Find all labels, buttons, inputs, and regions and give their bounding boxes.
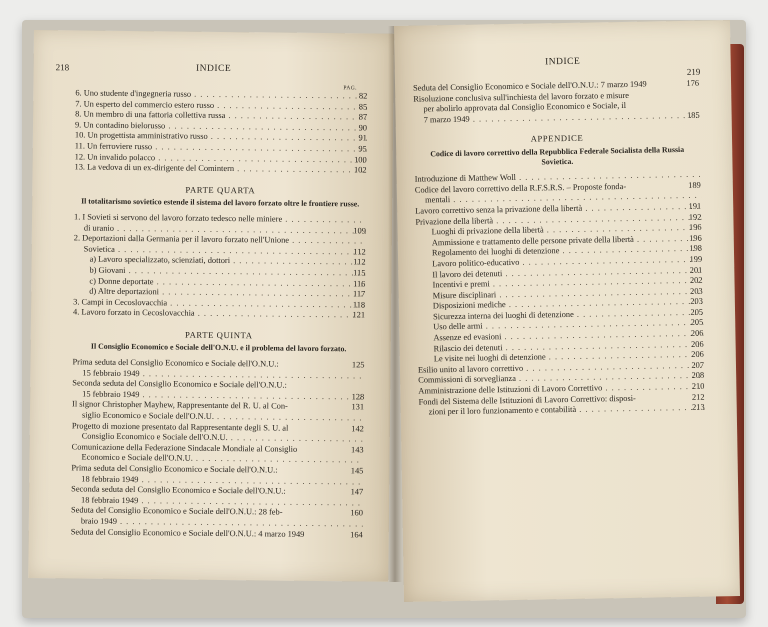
toc-entry-text-wrap (75, 163, 367, 177)
toc-entry-title: Luoghi di privazione della libertà . . . (432, 223, 702, 237)
toc-entry-title: 10. Un progettista amministrativo russo . . . (75, 131, 367, 144)
toc-entry-title: Fondi del Sistema delle Istituzioni di Lavoro Correttivo: disposi- (418, 393, 636, 407)
toc-entry-title: 18 febbraio 1949 . . . (81, 495, 363, 507)
toc-entry-title: Le visite nei luoghi di detenzione . . . (434, 350, 704, 364)
toc-entry (71, 527, 363, 541)
toc-entry-title: a) Lavoro specializzato, scienziati, dottori . . . (90, 255, 366, 268)
toc-entry-title: Il lavoro dei detenuti . . . (432, 265, 702, 279)
toc-entry-title: Seconda seduta del Consiglio Economico e Sociale dell'O.N.U.: (72, 378, 287, 390)
toc-entry-page: 213 (692, 402, 705, 413)
toc-entry-page: 196 (689, 233, 702, 243)
toc-entry-title: mentali . . . (425, 191, 701, 205)
toc-entry-page: 145 (350, 466, 364, 476)
toc-entry-page: 102 (353, 165, 367, 175)
toc-entry-title: 15 febbraio 1949 . . . (82, 368, 364, 380)
toc-entry-title: 7 marzo 1949 . . . (424, 110, 700, 124)
toc-entry-title: d) Altre deportazioni . . . (89, 287, 365, 299)
right-running-head: INDICE (544, 56, 581, 68)
part5-subtitle: Il Consiglio Economico e Sociale dell'O.N.U. e il problema del lavoro forzato. (90, 342, 347, 354)
toc-entry-page: 85 (358, 101, 368, 112)
toc-entry-page: 191 (688, 201, 702, 211)
right-toc (413, 79, 705, 419)
toc-entry-title: Sicurezza interna dei luoghi di detenzione . . . (433, 308, 703, 322)
toc-entry-title: Il signor Christopher Mayhew, Rappresentante del R. U. al Con- (72, 399, 288, 412)
toc-entry-page: 208 (691, 371, 705, 381)
toc-entry-page: 91 (358, 133, 367, 143)
left-top-entries (75, 88, 368, 176)
toc-entry-title: Prima seduta del Consiglio Economico e Sociale dell'O.N.U.: (72, 357, 279, 369)
toc-entry-title: Seduta del Consiglio Economico e Sociale dell'O.N.U.: 28 feb- (70, 505, 283, 518)
toc-entry-page: 202 (689, 275, 703, 285)
part5-title: PARTE QUINTA (185, 329, 253, 341)
toc-entry-title: 6. Uno studente d'ingegneria russo . . . (75, 88, 367, 101)
part4-title: PARTE QUARTA (185, 184, 256, 196)
toc-entry-page: 100 (354, 154, 367, 165)
toc-entry-title: Assenze ed evasioni . . . (433, 329, 703, 343)
toc-entry-page: 87 (358, 112, 368, 122)
toc-entry-title: b) Giovani . . . (89, 266, 365, 278)
toc-entry-page: 206 (691, 349, 704, 360)
toc-entry-page: 164 (350, 529, 363, 540)
toc-entry-title: 1. I Sovieti si servono del lavoro forzato tedesco nelle miniere . . . (74, 212, 366, 226)
toc-entry-page: 205 (690, 318, 704, 328)
toc-entry-title: 7. Un esperto del commercio estero russo . . . (75, 99, 367, 112)
toc-entry-title: 8. Un membro di una fattoria collettiva russa . . . (75, 110, 367, 123)
toc-entry-title: 9. Un contadino bielorusso . . . (75, 120, 367, 133)
toc-entry-title: Comunicazione della Federazione Sindacale Mondiale al Consiglio (71, 442, 298, 454)
toc-entry-title: 3. Campi in Cecoslovacchia . . . (73, 297, 365, 310)
toc-entry-page: 192 (688, 212, 702, 222)
appendix-subtitle: Codice di lavoro correttivo della Repubblica Federale Socialista della Russia Sovietica. (430, 144, 685, 167)
toc-entry-title: Commissioni di sorveglianza . . . (418, 371, 704, 385)
toc-entry (75, 163, 367, 177)
toc-entry-title: Seconda seduta del Consiglio Economico e Sociale dell'O.N.U.: (71, 484, 286, 496)
toc-entry-title: Prima seduta del Consiglio Economico e Sociale dell'O.N.U.: (71, 463, 278, 475)
toc-entry-page: 112 (353, 247, 366, 257)
toc-entry-title: Progetto di mozione presentato dal Rappresentante degli S. U. al (71, 421, 289, 433)
toc-entry-page: 116 (353, 278, 366, 288)
right-top-entries (413, 79, 700, 126)
toc-entry-title: Esilio unito al lavoro correttivo . . . (418, 360, 704, 374)
toc-entry-page: 205 (690, 307, 704, 317)
toc-entry-title: Sovietica . . . (84, 244, 366, 256)
toc-entry-page: 196 (688, 222, 702, 233)
toc-entry-page: 203 (690, 286, 703, 296)
left-toc (71, 88, 368, 540)
toc-entry-page: 125 (351, 360, 365, 370)
toc-entry-title: 11. Un ferroviere russo . . . (75, 141, 367, 153)
toc-entry-title: 2. Deportazioni dalla Germania per il lavoro forzato nell'Unione . . . (74, 234, 366, 248)
toc-entry-title: Consiglio Economico e Sociale dell'O.N.U. . . . (82, 432, 364, 445)
part4-entries (73, 212, 366, 321)
pag-column-label: PAG. (343, 85, 357, 92)
toc-entry-title: Regolamento dei luoghi di detenzione . . . (432, 244, 702, 258)
toc-entry-title: di uranio . . . (84, 223, 366, 235)
toc-entry-text-wrap (73, 308, 365, 322)
toc-entry-page: 82 (358, 91, 368, 101)
toc-entry-page: 160 (350, 508, 364, 518)
toc-entry-page: 143 (351, 445, 364, 455)
toc-entry-title: 12. Un invalido polacco . . . (75, 152, 367, 164)
right-page-number: 219 (686, 66, 701, 77)
toc-entry-page: 176 (686, 78, 700, 88)
toc-entry-page: 189 (688, 180, 701, 190)
toc-entry-page: 117 (352, 289, 366, 299)
toc-entry-page: 210 (691, 381, 705, 391)
toc-entry-title: Uso delle armi . . . (433, 318, 703, 332)
toc-entry-page: 198 (689, 243, 703, 254)
toc-entry-title: Introduzione di Matthew Woll . . . (415, 170, 701, 184)
left-running-head: INDICE (195, 63, 232, 75)
toc-entry-page: 128 (351, 392, 365, 402)
toc-entry (73, 308, 365, 322)
toc-entry-page: 207 (691, 360, 705, 370)
toc-entry-page: 206 (690, 339, 704, 349)
toc-entry-page: 203 (690, 296, 703, 307)
toc-entry-title: Risoluzione conclusiva sull'inchiesta del lavoro forzato e misure (413, 90, 630, 104)
toc-entry-page: 185 (686, 110, 700, 120)
toc-entry-title: 4. Lavoro forzato in Cecoslovacchia . . . (73, 308, 365, 321)
toc-entry-title: Amministrazione delle Istituzioni di Lavoro Correttivo . . . (418, 382, 704, 396)
toc-entry-page: 206 (690, 328, 704, 338)
toc-entry-page: 212 (691, 392, 705, 402)
toc-entry-title: Lavoro correttivo senza la privazione della libertà . . . (415, 202, 701, 216)
toc-entry-page: 109 (353, 225, 366, 236)
left-page (28, 30, 394, 582)
toc-entry-title: braio 1949 . . . (81, 516, 363, 528)
toc-entry-title: Economico e Sociale dell'O.N.U. . . . (81, 453, 363, 466)
toc-entry-page: 142 (351, 423, 364, 434)
toc-entry-page: 121 (352, 310, 366, 320)
toc-entry-page: 95 (358, 144, 367, 154)
toc-entry-page: 131 (351, 402, 365, 412)
toc-entry-title: 13. La vedova di un ex-dirigente del Comintern . . . (75, 163, 367, 176)
toc-entry-page: 201 (689, 265, 703, 275)
toc-entry-title: Ammissione e trattamento delle persone private della libertà . . . (432, 233, 702, 247)
toc-entry-title: Lavoro politico-educativo . . . (432, 255, 702, 269)
toc-entry-title: Seduta del Consiglio Economico e Sociale dell'O.N.U.: 4 marzo 1949 (70, 526, 305, 539)
toc-entry-title: per abolirlo approvata dal Consiglio Economico e Sociale, il (423, 101, 627, 114)
appendix-title: APPENDICE (530, 133, 584, 145)
toc-entry-page: 199 (689, 254, 703, 264)
toc-entry-page: 147 (350, 487, 364, 497)
right-page (394, 20, 740, 602)
part5-entries (71, 357, 365, 540)
toc-entry-title: Seduta del Consiglio Economico e Sociale dell'O.N.U.: 7 marzo 1949 (413, 79, 647, 93)
toc-entry-title: Codice del lavoro correttivo della R.F.S.R.S. – Proposte fonda- (414, 181, 627, 195)
toc-entry-title: Disposizioni mediche . . . (433, 297, 703, 311)
toc-entry-title: Misure disciplinari . . . (433, 286, 703, 300)
toc-entry-title: c) Donne deportate . . . (89, 276, 365, 288)
toc-entry-text-wrap (71, 527, 363, 541)
part4-subtitle: Il totalitarismo sovietico estende il sistema del lavoro forzato oltre le frontiere russe. (81, 196, 360, 209)
toc-entry-title: siglio Economico e Sociale dell'O.N.U. . . . (82, 411, 364, 424)
toc-entry-page: 90 (358, 123, 368, 133)
toc-entry-title: Privazione della libertà . . . (415, 212, 701, 226)
toc-entry-page: 118 (352, 300, 366, 310)
toc-entry-title: 18 febbraio 1949 . . . (81, 474, 363, 486)
left-page-number: 218 (55, 62, 70, 73)
toc-entry-title: Incentivi e premi . . . (432, 276, 702, 290)
appendix-entries (415, 170, 705, 419)
toc-entry-page: 115 (353, 268, 366, 278)
toc-entry-title: Rilascio dei detenuti . . . (434, 339, 704, 353)
toc-entry-title: zioni per il loro funzionamento e contabilità . . . (429, 403, 705, 417)
toc-entry-page: 112 (353, 257, 366, 267)
toc-entry-title: 15 febbraio 1949 . . . (82, 389, 364, 401)
